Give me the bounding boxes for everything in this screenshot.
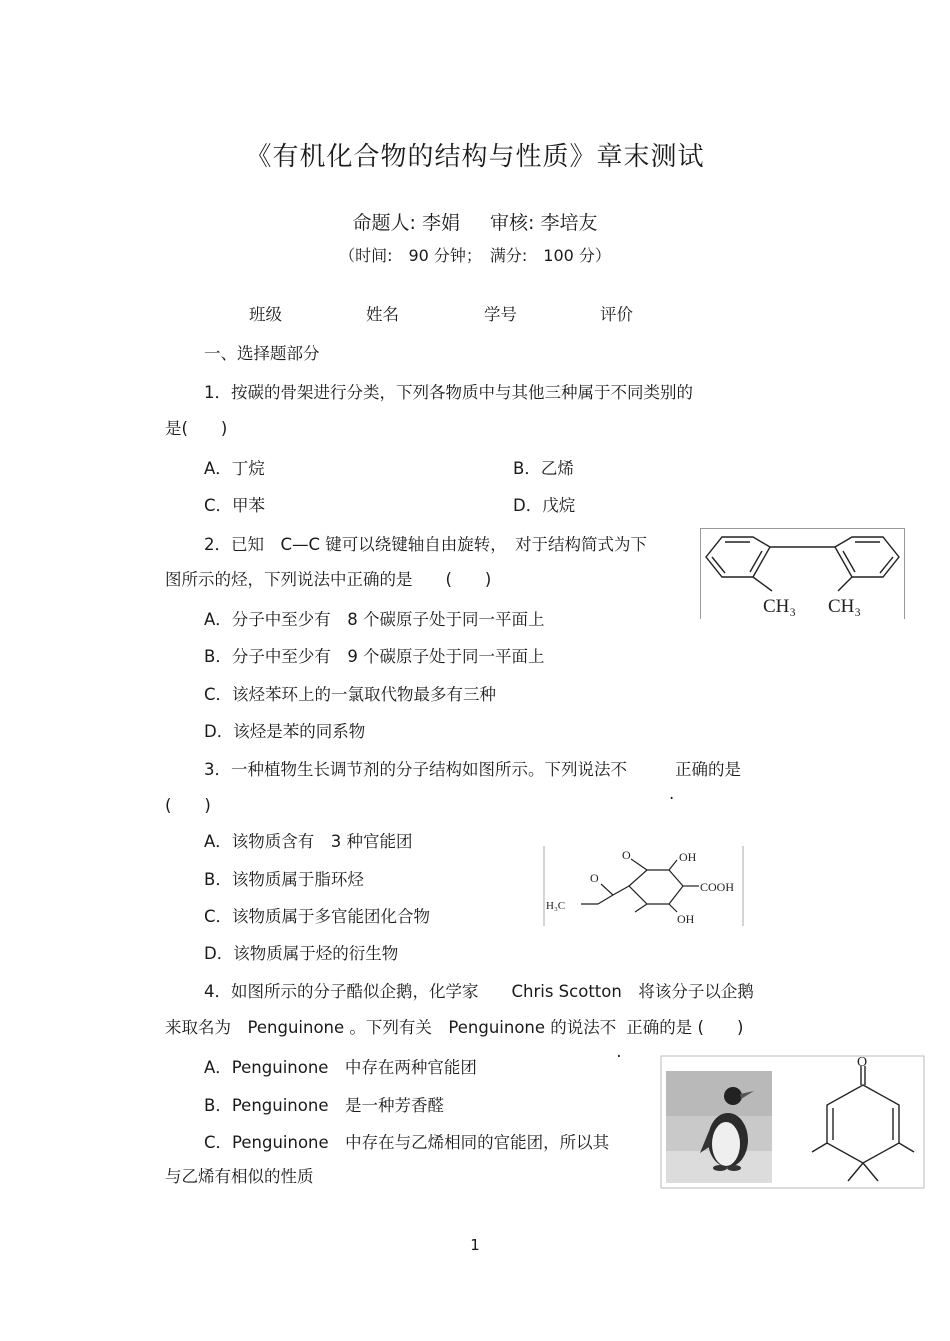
page-number: 1 xyxy=(470,1236,480,1254)
q3-option-b: B．该物质属于脂环烃 xyxy=(204,870,364,889)
biphenyl-structure-figure xyxy=(700,527,907,619)
q4-option-a: A．Penguinone 中存在两种官能团 xyxy=(204,1058,477,1077)
carboxyl-group: COOH xyxy=(700,880,735,894)
section-title: 一、选择题部分 xyxy=(204,344,320,363)
q1-stem-line2: 是( ) xyxy=(165,419,228,438)
q4-stem-line1: 4．如图所示的分子酷似企鹅，化学家 Chris Scotton 将该分子以企鹅 xyxy=(204,982,754,1001)
q1-option-d: D．戊烷 xyxy=(513,496,576,515)
methyl-label-right: CH₃ xyxy=(828,596,862,617)
q3-stem-line1: 3．一种植物生长调节剂的分子结构如图所示。下列说法不 . 正确的是 xyxy=(204,760,741,803)
methyl-label-left: CH₃ xyxy=(763,596,797,617)
q3-option-c: C．该物质属于多官能团化合物 xyxy=(204,907,431,926)
q4-stem-line2: 来取名为 Penguinone 。下列有关 Penguinone 的说法不 . 正确的是 ( ) xyxy=(165,1018,744,1061)
q3-stem-part1: 3．一种植物生长调节剂的分子结构如图所示。下列说法不 xyxy=(204,760,627,779)
methyl-group: H₃C xyxy=(546,900,566,912)
q3-option-d: D．该物质属于烃的衍生物 xyxy=(204,944,399,963)
exam-info: （时间: 90 分钟； 满分: 100 分） xyxy=(339,246,611,265)
authors-line xyxy=(0,208,950,235)
q1-stem-line1: 1．按碳的骨架进行分类，下列各物质中与其他三种属于不同类别的 xyxy=(204,383,693,402)
ring-oxygen-top: O xyxy=(622,848,631,862)
hydroxyl-bottom: OH xyxy=(677,912,695,926)
ketone-oxygen: O xyxy=(590,871,599,885)
q3-option-a: A．该物质含有 3 种官能团 xyxy=(204,832,413,851)
penguin-photo xyxy=(666,1071,772,1183)
q2-option-b: B．分子中至少有 9 个碳原子处于同一平面上 xyxy=(204,647,545,666)
document-title: 《有机化合物的结构与性质》章末测试 xyxy=(245,142,705,172)
q2-option-a: A．分子中至少有 8 个碳原子处于同一平面上 xyxy=(204,610,545,629)
q4-option-c-continued: 与乙烯有相似的性质 xyxy=(165,1167,314,1186)
field-class: 班级 xyxy=(249,305,282,324)
field-evaluation: 评价 xyxy=(600,305,633,324)
q3-stem-part2: 正确的是 xyxy=(675,760,741,779)
right-benzene-ring xyxy=(835,537,899,577)
penguinone-figure xyxy=(660,1055,925,1190)
q2-stem-line2: 图所示的烃，下列说法中正确的是 ( ) xyxy=(165,570,492,589)
q4-stem-part1: 来取名为 Penguinone 。下列有关 Penguinone 的说法不 xyxy=(165,1018,617,1037)
q2-stem-line1: 2．已知 C—C 键可以绕键轴自由旋转， 对于结构简式为下 xyxy=(204,535,648,554)
left-benzene-ring xyxy=(706,537,770,577)
q1-option-b: B．乙烯 xyxy=(513,459,574,478)
hydroxyl-top: OH xyxy=(679,850,697,864)
q3-stem-line2: ( ) xyxy=(165,796,211,815)
q4-stem-part2: 正确的是 ( ) xyxy=(626,1018,744,1037)
cyclohexane-ring xyxy=(629,870,683,904)
plant-regulator-structure-figure xyxy=(543,846,745,926)
q2-option-c: C．该烃苯环上的一氯取代物最多有三种 xyxy=(204,685,497,704)
q1-option-c: C．甲苯 xyxy=(204,496,266,515)
penguinone-skeletal-structure xyxy=(812,1066,914,1181)
field-student-id: 学号 xyxy=(484,305,517,324)
field-name: 姓名 xyxy=(366,305,399,324)
carbonyl-oxygen: O xyxy=(857,1055,868,1070)
q1-option-a: A．丁烷 xyxy=(204,459,265,478)
q4-option-c: C．Penguinone 中存在与乙烯相同的官能团，所以其 xyxy=(204,1133,610,1152)
q2-option-d: D．该烃是苯的同系物 xyxy=(204,722,366,741)
q4-option-b: B．Penguinone 是一种芳香醛 xyxy=(204,1096,444,1115)
composer: 命题人: 李娟 xyxy=(352,212,460,234)
reviewer: 审核: 李培友 xyxy=(490,212,598,234)
